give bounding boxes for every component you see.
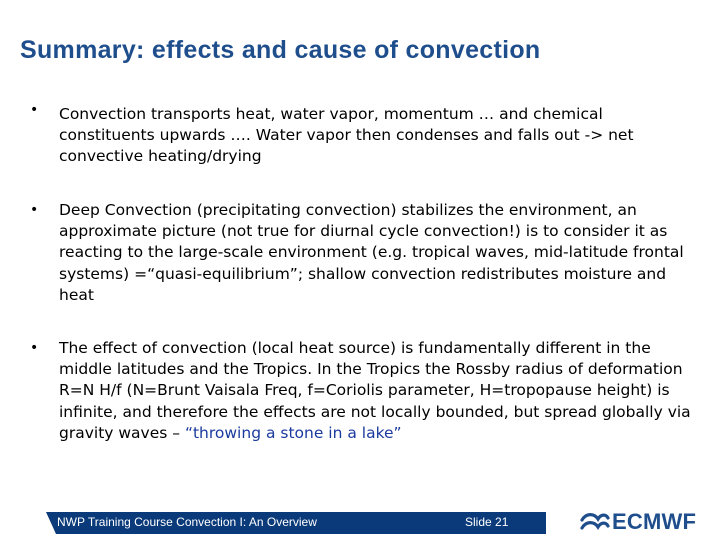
highlight-phrase: “throwing a stone in a lake” <box>184 423 402 442</box>
ecmwf-logo <box>580 508 705 536</box>
bullet-text: Deep Convection (precipitating convection) stabilizes the environment, an approximate picture (not true for diurnal cycle convection!) is to consider it as reacting to the large-scale environment (e.g. tropical waves, mid-latitude frontal systems) =“quasi-equilibrium”; shallow convection redistributes moisture and heat <box>59 201 684 304</box>
page-title: Summary: effects and cause of convection <box>20 36 541 64</box>
slide-number: Slide 21 <box>465 515 509 529</box>
bullet-dot-icon: • <box>30 102 39 118</box>
logo-text: ECMWF <box>612 509 697 534</box>
bullet-dot-icon: • <box>30 202 39 218</box>
bullet-dot-icon: • <box>30 340 39 356</box>
course-name: NWP Training Course Convection I: An Overview <box>57 515 317 529</box>
bullet-text <box>59 338 699 444</box>
ecmwf-swirl-icon <box>580 508 610 536</box>
bullet-text: Convection transports heat, water vapor, momentum … and chemical constituents upwards …. Water vapor then condenses and falls out -> net convective heating/drying <box>59 105 634 166</box>
bullet-body: The effect of convection (local heat source) is fundamentally different in the middle latitudes and the Tropics. In the Tropics the Rossby radius of deformation R=N H/f (N=Brunt Vaisala Freq, f=Coriolis parameter, H=tropopause height) is infinite, and therefore the effects are not locally bounded, but spread globally via gravity waves – <box>59 339 691 442</box>
footer <box>0 506 720 540</box>
